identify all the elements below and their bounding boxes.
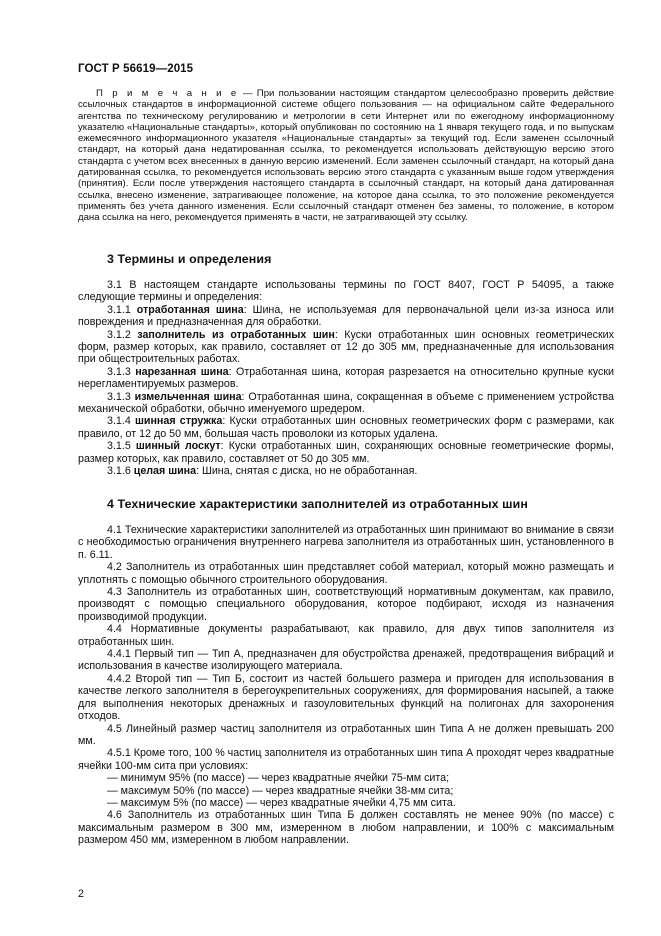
section-3-intro: 3.1 В настоящем стандарте использованы термины по ГОСТ 8407, ГОСТ Р 54095, а также следующие термины и определения: — [78, 279, 614, 304]
paragraph: 4.5.1 Кроме того, 100 % частиц заполнителя из отработанных шин типа А проходят через квадратные ячейки 100-мм сита при условиях: — [78, 747, 614, 772]
section-3-title: 3 Термины и определения — [107, 252, 272, 266]
section-3-body — [78, 279, 614, 478]
reference-note — [78, 88, 614, 224]
section-4-body — [78, 524, 614, 847]
term-name: шинная стружка — [135, 415, 223, 428]
term-definition: 3.1.2 заполнитель из отработанных шин: Куски отработанных шин основных геометрических форм, размер которых, как правило, составляет от 12 до 305 мм, предназначенные для использования при общестроительных работах. — [78, 328, 614, 366]
term-name: измельченная шина — [134, 390, 242, 403]
document-header: ГОСТ Р 56619—2015 — [78, 63, 194, 75]
term-definition: 3.1.6 целая шина: Шина, снятая с диска, но не обработанная. — [107, 465, 418, 478]
list-item: — максимум 5% (по массе) — через квадратные ячейки 4,75 мм сита. — [107, 796, 456, 809]
list-item: — максимум 50% (по массе) — через квадратные ячейки 38-мм сита; — [107, 784, 454, 797]
note-text: — При пользовании настоящим стандартом целесообразно проверить действие ссылочных стандартов в информационной системе общего пользования — на официальном сайте Федерального агентства по техническому регулированию и метрологии в сети Интернет или по ежегодному информационному указателю «Национальные стандарты», который опубликован по состоянию на 1 января текущего года, и по выпускам ежемесячного информационного указателя «Национальные стандарты» за текущий год. Если заменен ссылочный стандарт, на который дана недатированная ссылка, то рекомендуется использовать действующую версию этого стандарта с учетом всех внесенных в данную версию изменений. Если заменен ссылочный стандарт, на который дана датированная ссылка, то рекомендуется использовать версию этого стандарта с указанным выше годом утверждения (принятия). Если после утверждения настоящего стандарта в ссылочный стандарт, на который дана датированная ссылка, внесено изменение, затрагивающее положение, на которое дана ссылка, то это положение рекомендуется применять без учета данного изменения. Если ссылочный стандарт отменен без замены, то положение, в котором дана ссылка на него, рекомендуется применять в части, не затрагивающей эту ссылку. — [78, 88, 614, 224]
note-label: П р и м е ч а н и е — [96, 88, 239, 99]
term-name: шинный лоскут — [135, 440, 221, 453]
paragraph: 4.4.2 Второй тип — Тип Б, состоит из частей большего размера и пригоден для использования в качестве легкого заполнителя в берегоукрепительных сооружениях, для формирования насыпей, а также для выполнения некоторых дренажных и газоуловительных функций на полигонах для захоронения отходов. — [78, 672, 614, 723]
paragraph: 4.2 Заполнитель из отработанных шин представляет собой материал, который можно размещать и уплотнять с помощью обычного строительного оборудования. — [78, 561, 614, 586]
term-name: заполнитель из отработанных шин — [137, 328, 335, 341]
section-4-title: 4 Технические характеристики заполнителей из отработанных шин — [107, 497, 528, 511]
term-definition: 3.1.4 шинная стружка: Куски отработанных шин основных геометрических форм с размерами, как правило, от 12 до 50 мм, большая часть проволоки из которых удалена. — [78, 415, 614, 440]
paragraph: 4.4 Нормативные документы разрабатывают, как правило, для двух типов заполнителя из отработанных шин. — [78, 623, 614, 648]
paragraph: 4.6 Заполнитель из отработанных шин Типа Б должен составлять не менее 90% (по массе) с максимальным размером в 300 мм, измеренном в любом направлении, и 100% с максимальным размером 450 мм, измеренном в любом направлении. — [78, 809, 614, 847]
list-item: — минимум 95% (по массе) — через квадратные ячейки 75-мм сита; — [107, 772, 450, 785]
term-name: отработанная шина — [136, 303, 244, 316]
paragraph: 4.4.1 Первый тип — Тип А, предназначен для обустройства дренажей, предотвращения вибраций и использования в качестве изолирующего материала. — [78, 648, 614, 673]
paragraph: 4.1 Технические характеристики заполнителей из отработанных шин принимают во внимание в связи с необходимостью ограничения внутреннего нагрева заполнителя из отработанных шин, установленного в п. 6.11. — [78, 524, 614, 561]
term-definition: 3.1.3 измельченная шина: Отработанная шина, сокращенная в объеме с применением устройства механической обработки, обычно именуемого шредером. — [78, 390, 614, 416]
page-number: 2 — [78, 888, 84, 900]
paragraph: 4.5 Линейный размер частиц заполнителя из отработанных шин Типа А не должен превышать 200 мм. — [78, 722, 614, 747]
term-definition: 3.1.3 нарезанная шина: Отработанная шина, которая разрезается на относительно крупные куски нерегламентируемых размеров. — [78, 365, 614, 391]
term-definition: 3.1.1 отработанная шина: Шина, не используемая для первоначальной цели из-за износа или повреждения и предназначенная для обработки. — [78, 303, 614, 329]
term-name: целая шина — [133, 465, 197, 478]
term-definition: 3.1.5 шинный лоскут: Куски отработанных шин, сохраняющих основные геометрические формы, размер которых, как правило, составляет от 50 до 305 мм. — [78, 440, 614, 465]
paragraph: 4.3 Заполнитель из отработанных шин, соответствующий нормативным документам, как правило, производят с помощью специального оборудования, которое подбирают, исходя из назначения производимой продукции. — [78, 586, 614, 623]
term-name: нарезанная шина — [135, 365, 229, 378]
